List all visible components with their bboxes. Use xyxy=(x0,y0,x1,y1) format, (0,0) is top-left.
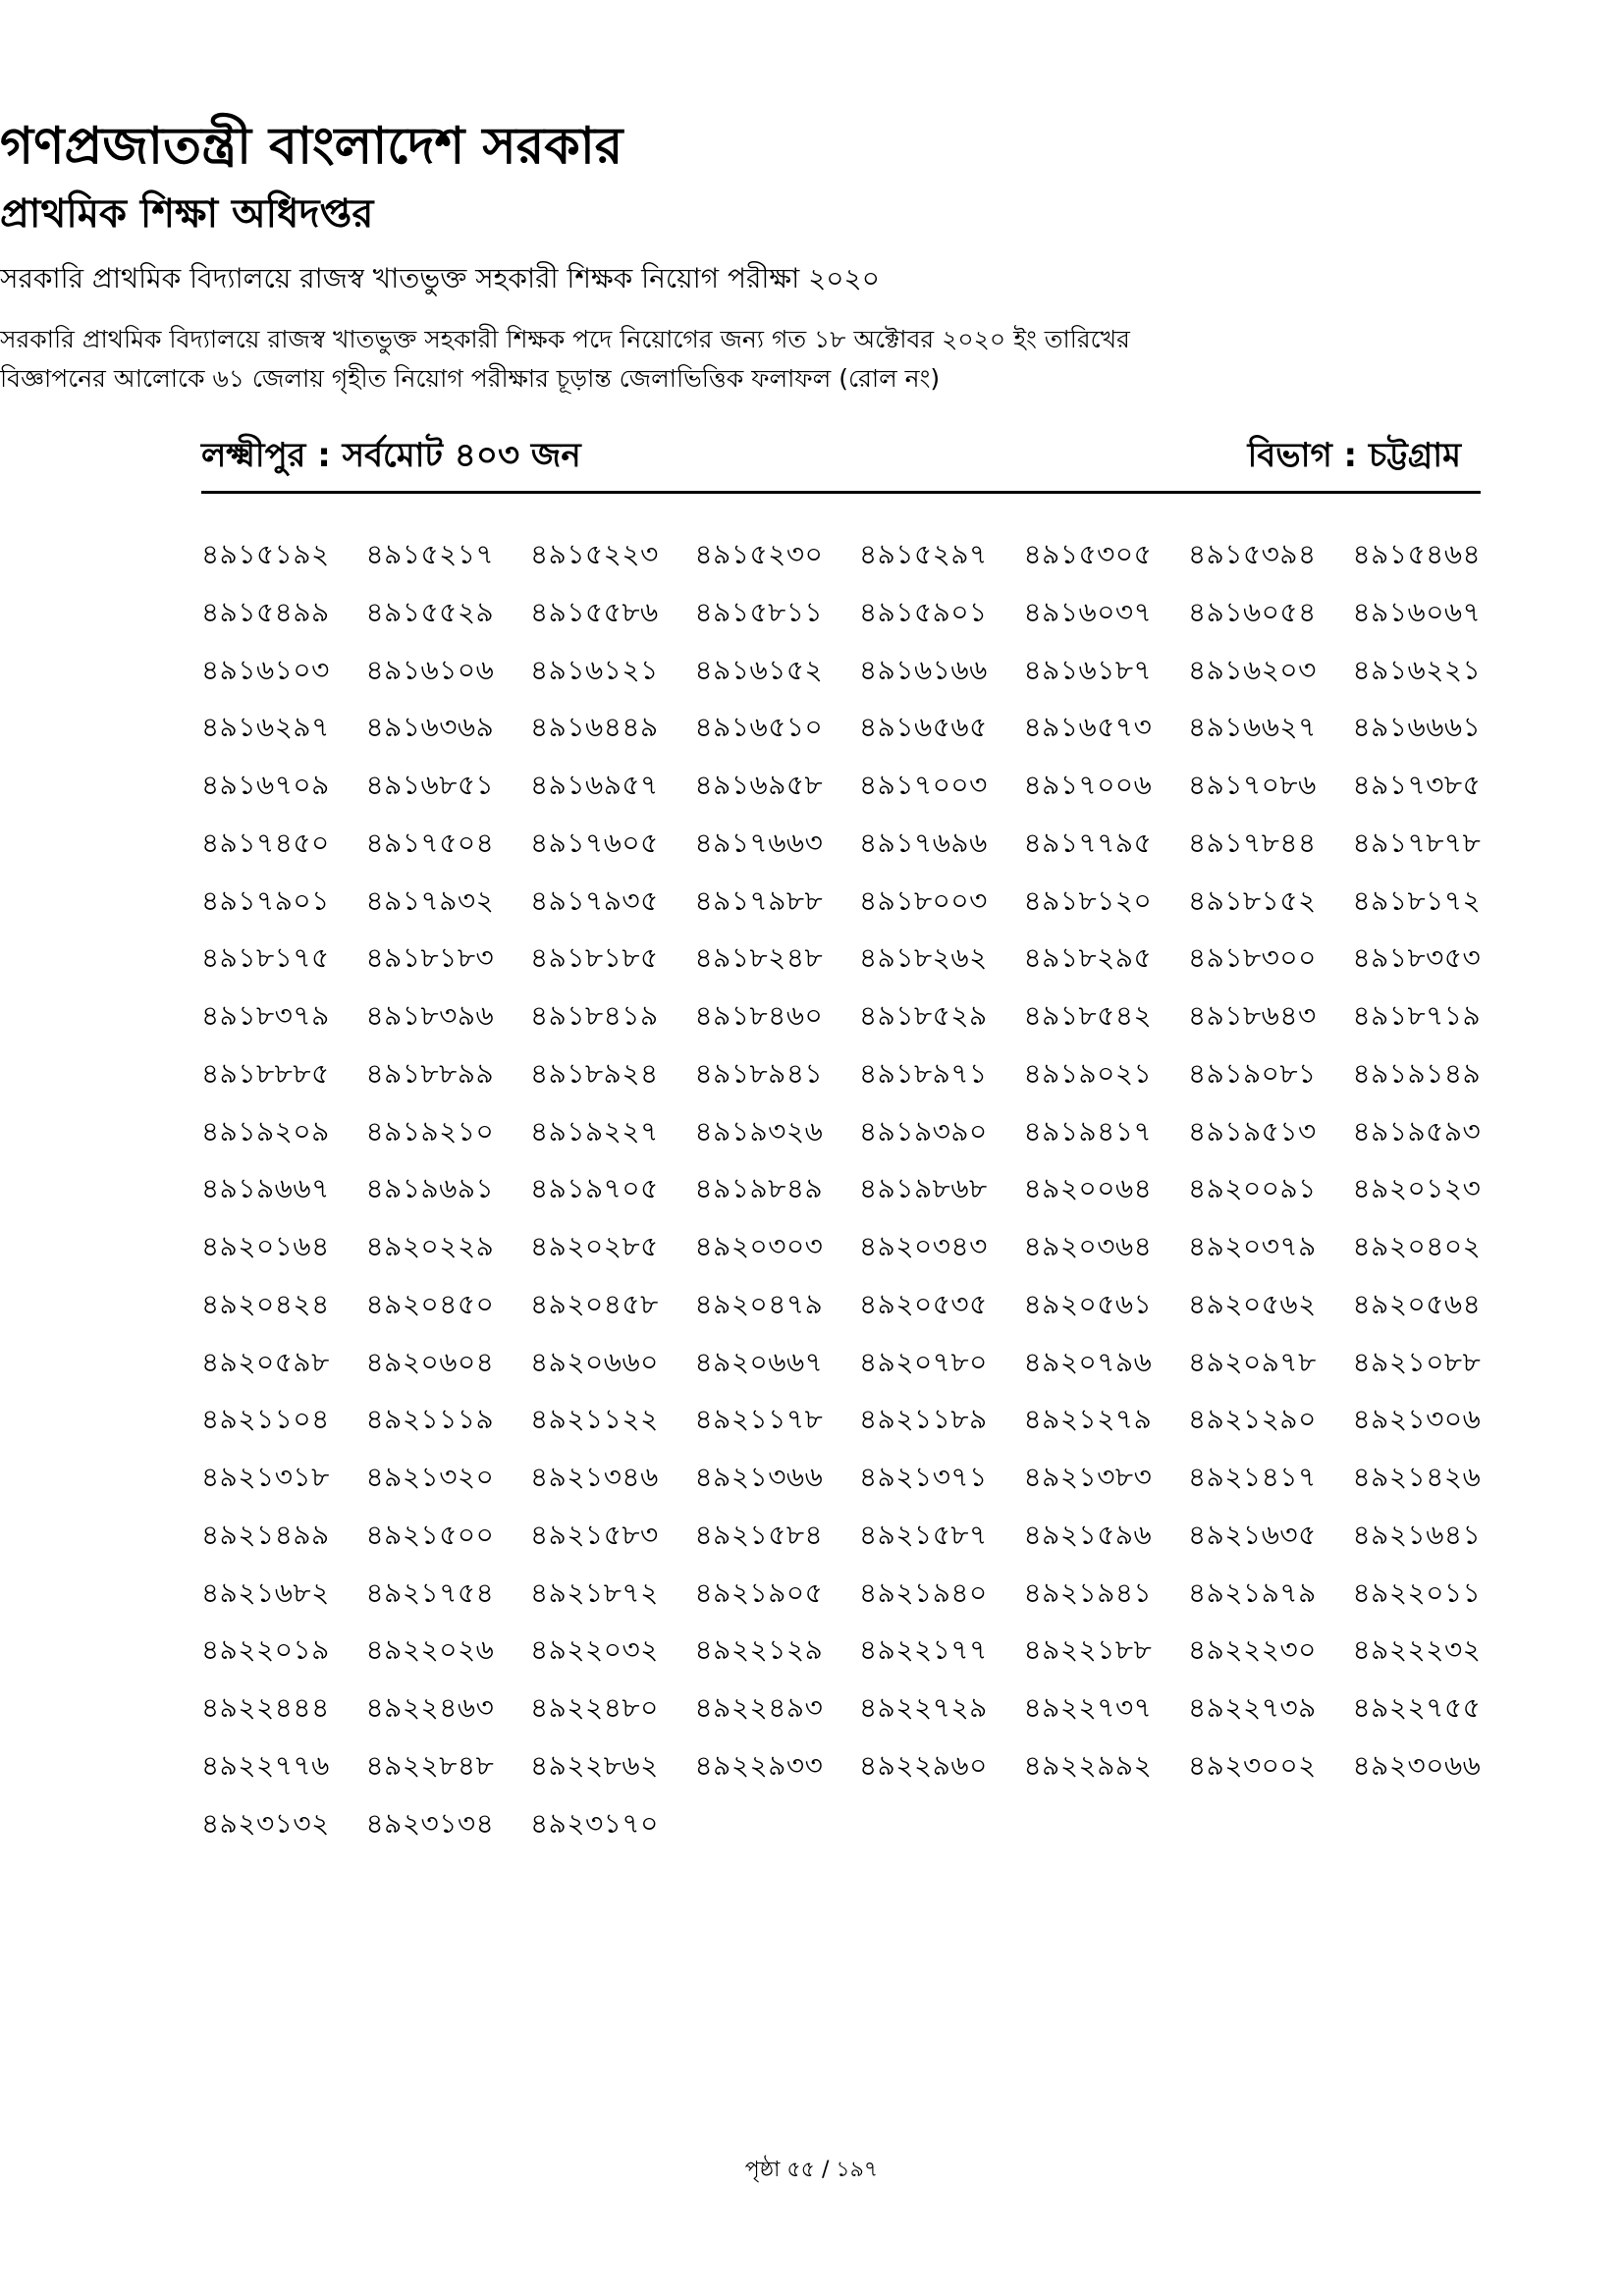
roll-number: ৪৯২১৯৭৯ xyxy=(1188,1575,1317,1609)
roll-number: ৪৯১৮০০৩ xyxy=(859,883,988,917)
roll-number: ৪৯১৭৪৫০ xyxy=(201,826,330,859)
roll-number: ৪৯১৭৯০১ xyxy=(201,883,330,917)
roll-number: ৪৯২২৪৯৩ xyxy=(694,1691,824,1724)
roll-number: ৪৯২০৩৪৩ xyxy=(859,1230,988,1262)
roll-number: ৪৯১৬১৬৬ xyxy=(859,653,988,686)
roll-number: ৪৯২০৭৯৬ xyxy=(1023,1345,1153,1378)
roll-number: ৪৯১৫৯০১ xyxy=(859,595,988,628)
roll-number: ৪৯২১০৮৮ xyxy=(1352,1345,1482,1378)
roll-number: ৪৯২২৪৬৩ xyxy=(365,1691,495,1724)
roll-number: ৪৯১৮৮৮৫ xyxy=(201,1056,330,1090)
roll-number: ৪৯১৯৫১৩ xyxy=(1188,1114,1317,1148)
roll-number: ৪৯২১১০৪ xyxy=(201,1403,330,1436)
roll-number: ৪৯১৬৬২৭ xyxy=(1188,711,1317,744)
roll-number: ৪৯১৯০৮১ xyxy=(1188,1056,1317,1090)
roll-number: ৪৯২২০১১ xyxy=(1352,1575,1482,1609)
notice-line-1: সরকারি প্রাথমিক বিদ্যালয়ে রাজস্ব খাতভুক্ত সহকারী শিক্ষক পদে নিয়োগের জন্য গত ১৮ অক্টোবর ২০২০ ইং তারিখের xyxy=(0,325,1130,353)
roll-number: ৪৯২১৯৪১ xyxy=(1023,1575,1153,1609)
division-label: বিভাগ : চট্টগ্রাম xyxy=(1247,436,1461,475)
roll-number: ৪৯২২৭৭৬ xyxy=(201,1748,330,1782)
roll-number: ৪৯১৫৫৮৬ xyxy=(530,595,659,628)
roll-number: ৪৯১৫৪৬৪ xyxy=(1352,538,1482,570)
roll-number: ৪৯১৬০৬৭ xyxy=(1352,595,1482,628)
roll-number: ৪৯২০৫৩৫ xyxy=(859,1287,988,1320)
notice-text xyxy=(0,320,1623,399)
roll-number: ৪৯২২১৭৭ xyxy=(859,1633,988,1667)
roll-number: ৪৯২০৪৫৮ xyxy=(530,1287,659,1320)
roll-number: ৪৯১৭৯৮৮ xyxy=(694,883,824,917)
roll-number: ৪৯২১৪২৬ xyxy=(1352,1461,1482,1493)
roll-number: ৪৯২১৫০০ xyxy=(365,1518,495,1551)
roll-number: ৪৯১৫২৩০ xyxy=(694,538,824,570)
roll-number: ৪৯২০১২৩ xyxy=(1352,1172,1482,1205)
roll-number: ৪৯১৮৫৪২ xyxy=(1023,999,1153,1032)
roll-number: ৪৯১৭৮৭৮ xyxy=(1352,826,1482,859)
roll-number: ৪৯১৭০৮৬ xyxy=(1188,769,1317,801)
roll-number: ৪৯১৮৪৬০ xyxy=(694,999,824,1032)
roll-number: ৪৯২২৭৫৫ xyxy=(1352,1691,1482,1724)
roll-number: ৪৯১৮২৪৮ xyxy=(694,941,824,975)
roll-number: ৪৯২১৫৮৩ xyxy=(530,1518,659,1551)
roll-number: ৪৯১৬৪৪৯ xyxy=(530,711,659,744)
roll-number: ৪৯১৬২০৩ xyxy=(1188,653,1317,686)
roll-number: ৪৯১৯৫৯৩ xyxy=(1352,1114,1482,1148)
roll-number: ৪৯১৭৯৩২ xyxy=(365,883,495,917)
roll-number: ৪৯২০৩৭৯ xyxy=(1188,1230,1317,1262)
roll-number: ৪৯১৬১০৩ xyxy=(201,653,330,686)
roll-number: ৪৯২১২৯০ xyxy=(1188,1403,1317,1436)
roll-number: ৪৯২১৩৮৩ xyxy=(1023,1461,1153,1493)
roll-number: ৪৯২৩১৭০ xyxy=(530,1806,659,1840)
roll-number: ৪৯২০৩৬৪ xyxy=(1023,1230,1153,1262)
roll-number: ৪৯১৫২১৭ xyxy=(365,538,495,570)
roll-number: ৪৯১৮১৮৩ xyxy=(365,941,495,975)
roll-number: ৪৯২১৫৮৭ xyxy=(859,1518,988,1551)
roll-number: ৪৯১৬৫৬৫ xyxy=(859,711,988,744)
roll-number: ৪৯১৯৮৬৮ xyxy=(859,1172,988,1205)
roll-number: ৪৯২১৩৬৬ xyxy=(694,1461,824,1493)
roll-number: ৪৯২১৩২০ xyxy=(365,1461,495,1493)
roll-number: ৪৯১৮৩০০ xyxy=(1188,941,1317,975)
roll-number: ৪৯১৬০৩৭ xyxy=(1023,595,1153,628)
roll-number: ৪৯১৭৩৮৫ xyxy=(1352,769,1482,801)
roll-number: ৪৯১৫৪৯৯ xyxy=(201,595,330,628)
roll-number: ৪৯১৮৩৯৬ xyxy=(365,999,495,1032)
roll-number: ৪৯১৫২৯৭ xyxy=(859,538,988,570)
roll-number: ৪৯২০৪২৪ xyxy=(201,1287,330,1320)
roll-number: ৪৯১৯০২১ xyxy=(1023,1056,1153,1090)
exam-title: সরকারি প্রাথমিক বিদ্যালয়ে রাজস্ব খাতভুক্ত সহকারী শিক্ষক নিয়োগ পরীক্ষা ২০২০ xyxy=(0,262,880,294)
roll-number: ৪৯২৩১৩৪ xyxy=(365,1806,495,1840)
roll-number: ৪৯২১৫৮৪ xyxy=(694,1518,824,1551)
roll-number-grid xyxy=(201,533,1497,1859)
roll-number: ৪৯২১১২২ xyxy=(530,1403,659,1436)
roll-number: ৪৯১৯২১০ xyxy=(365,1114,495,1148)
roll-number: ৪৯২১১১৯ xyxy=(365,1403,495,1436)
roll-number: ৪৯২০৬০৪ xyxy=(365,1345,495,1378)
roll-number: ৪৯১৬১০৬ xyxy=(365,653,495,686)
roll-number: ৪৯১৮৫২৯ xyxy=(859,999,988,1032)
roll-number: ৪৯১৭০০৩ xyxy=(859,769,988,801)
roll-number: ৪৯২৩১৩২ xyxy=(201,1806,330,1840)
roll-number: ৪৯১৭৯৩৫ xyxy=(530,883,659,917)
roll-number: ৪৯২০০৬৪ xyxy=(1023,1172,1153,1205)
roll-number: ৪৯২২৪৪৪ xyxy=(201,1691,330,1724)
roll-number: ৪৯১৭৮৪৪ xyxy=(1188,826,1317,859)
roll-number: ৪৯২১৯৪০ xyxy=(859,1575,988,1609)
roll-number: ৪৯২০৬৬৭ xyxy=(694,1345,824,1378)
roll-number: ৪৯২২৭৩৭ xyxy=(1023,1691,1153,1724)
roll-number: ৪৯২০০৯১ xyxy=(1188,1172,1317,1205)
roll-number: ৪৯১৮৩৭৯ xyxy=(201,999,330,1032)
roll-number: ৪৯২২০২৬ xyxy=(365,1633,495,1667)
roll-number: ৪৯২০২২৯ xyxy=(365,1230,495,1262)
roll-number: ৪৯২০৫৯৮ xyxy=(201,1345,330,1378)
header-divider xyxy=(201,491,1481,494)
roll-number: ৪৯১৮১৮৫ xyxy=(530,941,659,975)
roll-number: ৪৯২০২৮৫ xyxy=(530,1230,659,1262)
roll-number: ৪৯১৮১২০ xyxy=(1023,883,1153,917)
roll-number: ৪৯২০৬৬০ xyxy=(530,1345,659,1378)
roll-number: ৪৯১৯২০৯ xyxy=(201,1114,330,1148)
roll-number: ৪৯১৮৭১৯ xyxy=(1352,999,1482,1032)
government-title: গণপ্রজাতন্ত্রী বাংলাদেশ সরকার xyxy=(0,117,623,176)
roll-number: ৪৯১৭৬৯৬ xyxy=(859,826,988,859)
roll-number: ৪৯২১৬৩৫ xyxy=(1188,1518,1317,1551)
roll-number: ৪৯২১৯০৫ xyxy=(694,1575,824,1609)
roll-number: ৪৯২০৭৮০ xyxy=(859,1345,988,1378)
roll-number: ৪৯২২১২৯ xyxy=(694,1633,824,1667)
roll-number: ৪৯২০৫৬৪ xyxy=(1352,1287,1482,1320)
roll-number: ৪৯১৮১৫২ xyxy=(1188,883,1317,917)
roll-number: ৪৯১৯২২৭ xyxy=(530,1114,659,1148)
roll-number: ৪৯২২৮৬২ xyxy=(530,1748,659,1782)
department-title: প্রাথমিক শিক্ষা অধিদপ্তর xyxy=(0,191,374,237)
roll-number: ৪৯২১৫৯৬ xyxy=(1023,1518,1153,1551)
roll-number: ৪৯১৬৮৫১ xyxy=(365,769,495,801)
roll-number: ৪৯১৯৩৯০ xyxy=(859,1114,988,1148)
roll-number: ৪৯১৬২৯৭ xyxy=(201,711,330,744)
roll-number: ৪৯১৭৭৯৫ xyxy=(1023,826,1153,859)
roll-number: ৪৯২২০৩২ xyxy=(530,1633,659,1667)
roll-number: ৪৯১৮৪১৯ xyxy=(530,999,659,1032)
roll-number: ৪৯২২৭২৯ xyxy=(859,1691,988,1724)
roll-number: ৪৯২০৯৭৮ xyxy=(1188,1345,1317,1378)
roll-number: ৪৯২০৪৭৯ xyxy=(694,1287,824,1320)
roll-number: ৪৯২০৫৬১ xyxy=(1023,1287,1153,1320)
roll-number: ৪৯১৮১৭৫ xyxy=(201,941,330,975)
notice-line-2: বিজ্ঞাপনের আলোকে ৬১ জেলায় গৃহীত নিয়োগ পরীক্ষার চূড়ান্ত জেলাভিত্তিক ফলাফল (রোল নং) xyxy=(0,364,941,393)
roll-number: ৪৯১৫৩০৫ xyxy=(1023,538,1153,570)
roll-number: ৪৯১৬১৮৭ xyxy=(1023,653,1153,686)
roll-number: ৪৯১৬৫১০ xyxy=(694,711,824,744)
roll-number: ৪৯২১৪৯৯ xyxy=(201,1518,330,1551)
roll-number: ৪৯২২৯৯২ xyxy=(1023,1748,1153,1782)
roll-number: ৪৯১৮২৬২ xyxy=(859,941,988,975)
roll-number: ৪৯১৬৬৬১ xyxy=(1352,711,1482,744)
roll-number: ৪৯২২২৩০ xyxy=(1188,1633,1317,1667)
roll-number: ৪৯১৬৫৭৩ xyxy=(1023,711,1153,744)
roll-number: ৪৯২৩০০২ xyxy=(1188,1748,1317,1782)
roll-number: ৪৯১৮৯৪১ xyxy=(694,1056,824,1090)
roll-number: ৪৯১৭৬৬৩ xyxy=(694,826,824,859)
roll-number: ৪৯১৬১৫২ xyxy=(694,653,824,686)
roll-number: ৪৯১৮৯২৪ xyxy=(530,1056,659,1090)
roll-number: ৪৯২২৭৩৯ xyxy=(1188,1691,1317,1724)
roll-number: ৪৯১৬১২১ xyxy=(530,653,659,686)
roll-number: ৪৯২১১৮৯ xyxy=(859,1403,988,1436)
roll-number: ৪৯১৬০৫৪ xyxy=(1188,595,1317,628)
roll-number: ৪৯১৯৬৯১ xyxy=(365,1172,495,1205)
roll-number: ৪৯১৭৬০৫ xyxy=(530,826,659,859)
roll-number: ৪৯১৮২৯৫ xyxy=(1023,941,1153,975)
roll-number: ৪৯১৬৭০৯ xyxy=(201,769,330,801)
roll-number: ৪৯২১৩৪৬ xyxy=(530,1461,659,1493)
roll-number: ৪৯১৮১৭২ xyxy=(1352,883,1482,917)
roll-number: ৪৯২০৪৫০ xyxy=(365,1287,495,1320)
roll-number: ৪৯১৯১৪৯ xyxy=(1352,1056,1482,1090)
roll-number: ৪৯২১৭৫৪ xyxy=(365,1575,495,1609)
roll-number: ৪৯১৫১৯২ xyxy=(201,538,330,570)
roll-number: ৪৯২২১৮৮ xyxy=(1023,1633,1153,1667)
roll-number: ৪৯২২৯৬০ xyxy=(859,1748,988,1782)
roll-number: ৪৯১৭৫০৪ xyxy=(365,826,495,859)
roll-number: ৪৯২০৪০২ xyxy=(1352,1230,1482,1262)
roll-number: ৪৯১৬৯৫৮ xyxy=(694,769,824,801)
roll-number: ৪৯২০৩০৩ xyxy=(694,1230,824,1262)
roll-number: ৪৯১৫৫২৯ xyxy=(365,595,495,628)
roll-number: ৪৯২১১৭৮ xyxy=(694,1403,824,1436)
roll-number: ৪৯২১৬৮২ xyxy=(201,1575,330,1609)
roll-number: ৪৯২২৮৪৮ xyxy=(365,1748,495,1782)
roll-number: ৪৯২০৫৬২ xyxy=(1188,1287,1317,1320)
roll-number: ৪৯১৯৭০৫ xyxy=(530,1172,659,1205)
roll-number: ৪৯২০১৬৪ xyxy=(201,1230,330,1262)
page-number: পৃষ্ঠা ৫৫ / ১৯৭ xyxy=(744,2158,879,2182)
roll-number: ৪৯১৫৮১১ xyxy=(694,595,824,628)
roll-number: ৪৯২১৪১৭ xyxy=(1188,1461,1317,1493)
roll-number: ৪৯১৯৪১৭ xyxy=(1023,1114,1153,1148)
roll-number: ৪৯১৬৯৫৭ xyxy=(530,769,659,801)
roll-number: ৪৯১৯৩২৬ xyxy=(694,1114,824,1148)
roll-number: ৪৯২১২৭৯ xyxy=(1023,1403,1153,1436)
roll-number: ৪৯২২৯৩৩ xyxy=(694,1748,824,1782)
roll-number: ৪৯১৬২২১ xyxy=(1352,653,1482,686)
roll-number: ৪৯১৭০০৬ xyxy=(1023,769,1153,801)
roll-number: ৪৯১৫২২৩ xyxy=(530,538,659,570)
roll-number: ৪৯২৩০৬৬ xyxy=(1352,1748,1482,1782)
roll-number: ৪৯২১৩৭১ xyxy=(859,1461,988,1493)
roll-number: ৪৯২১৮৭২ xyxy=(530,1575,659,1609)
district-total: লক্ষ্মীপুর : সর্বমোট ৪০৩ জন xyxy=(201,436,581,475)
roll-number: ৪৯১৯৬৬৭ xyxy=(201,1172,330,1205)
roll-number: ৪৯২২২৩২ xyxy=(1352,1633,1482,1667)
roll-number: ৪৯১৮৬৪৩ xyxy=(1188,999,1317,1032)
roll-number: ৪৯১৮৯৭১ xyxy=(859,1056,988,1090)
roll-number: ৪৯২১৬৪১ xyxy=(1352,1518,1482,1551)
roll-number: ৪৯১৬৩৬৯ xyxy=(365,711,495,744)
roll-number: ৪৯১৫৩৯৪ xyxy=(1188,538,1317,570)
roll-number: ৪৯১৮৮৯৯ xyxy=(365,1056,495,1090)
roll-number: ৪৯১৮৩৫৩ xyxy=(1352,941,1482,975)
roll-number: ৪৯২১৩০৬ xyxy=(1352,1403,1482,1436)
roll-number: ৪৯১৯৮৪৯ xyxy=(694,1172,824,1205)
roll-number: ৪৯২১৩১৮ xyxy=(201,1461,330,1493)
roll-number: ৪৯২২০১৯ xyxy=(201,1633,330,1667)
roll-number: ৪৯২২৪৮০ xyxy=(530,1691,659,1724)
